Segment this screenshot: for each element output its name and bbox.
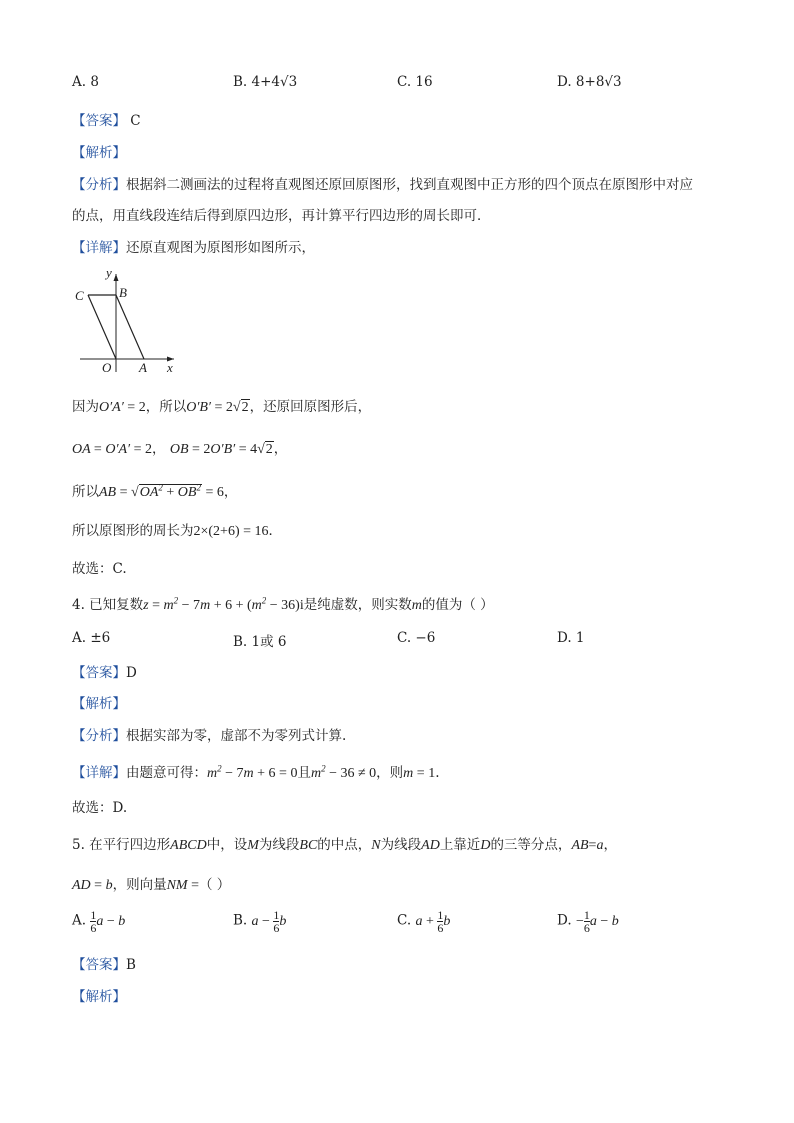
xiangjie-line [72, 236, 315, 256]
guxuan-q3: 故选：C. [72, 561, 127, 577]
formula: $m^2 - 7m + 6 = 0$ [207, 763, 298, 781]
xiangjie-text: 还原直观图为原图形如图所示， [126, 240, 315, 256]
question-4-stem [72, 593, 494, 614]
option-c: C. −6 [397, 630, 436, 646]
answer-tag: 【答案】 [72, 957, 126, 973]
formula: AD [421, 838, 440, 853]
formula: AB = $√OA^2 + OB^2 = 6$ [99, 482, 224, 500]
text: 是纯虚数，则实数 [303, 597, 412, 613]
fenxi-tag: 【分析】 [72, 177, 126, 193]
xiangjie-line: 【详解】由题意可得：$m^2 - 7m + 6 = 0$且$m^2 - 36 \ne 0$，则m = 1. [72, 763, 440, 781]
formula: $\frac{1}{6}$ a − b [90, 908, 126, 935]
formula: D [480, 838, 491, 853]
text: 中，设 [206, 837, 248, 853]
text: 所以 [72, 484, 99, 500]
solution-line-3: 所以AB = $√OA^2 + OB^2 = 6$， [72, 482, 238, 500]
option-a: A. $\frac{1}{6}$ a − b [72, 908, 126, 935]
text: 且 [297, 765, 311, 781]
formula: N [371, 838, 381, 853]
option-a: A. ±6 [72, 630, 111, 646]
text: 所以原图形的周长为 [72, 523, 194, 539]
text: 因为 [72, 399, 99, 415]
formula: NM = [166, 878, 199, 893]
answer-value: D [126, 665, 137, 681]
jiexi-heading: 【解析】 [72, 145, 126, 161]
parallelogram-figure [72, 262, 192, 377]
option-c: C. 16 [397, 74, 433, 90]
answer-line [72, 109, 141, 129]
text: （ ） [198, 877, 231, 893]
text: 为线段 [258, 837, 300, 853]
text: ，还原回原图形后， [249, 399, 372, 415]
formula: a − $\frac{1}{6}$ b [251, 908, 287, 935]
fenxi-line [72, 724, 346, 744]
text: 的三等分点， [490, 837, 572, 853]
option-b: B. 4+4√3 [233, 74, 298, 90]
formula: OB = 2O′B′ = 4√2 [169, 442, 273, 457]
answer-value: B [126, 957, 136, 973]
question-5-stem-2 [72, 873, 230, 894]
text: 5. 在平行四边形 [72, 837, 171, 853]
text: ，则 [376, 765, 404, 781]
question-5-stem-1: 5. 在平行四边形ABCD中，设M为线段BC的中点，N为线段AD上靠近D的三等分点，AB=a， [72, 837, 617, 853]
xiangjie-tag: 【详解】 [72, 765, 126, 781]
segment-ba [116, 295, 144, 359]
formula: O′A′ = 2 [99, 400, 146, 415]
segment-co [88, 295, 116, 359]
fenxi-text: 根据实部为零，虚部不为零列式计算. [126, 728, 347, 744]
answer-tag: 【答案】 [72, 665, 126, 681]
formula: AB=a [571, 838, 604, 853]
text: 为线段 [380, 837, 422, 853]
formula: ABCD [170, 838, 207, 853]
answer-line [72, 953, 136, 973]
formula: AD = b [72, 878, 113, 893]
guxuan-q4: 故选：D. [72, 800, 128, 816]
formula: m [411, 598, 422, 613]
formula: O′B′ = 2√2 [186, 400, 249, 415]
label-x: x [167, 360, 173, 375]
formula: $m^2 - 36 \ne 0$ [310, 763, 377, 781]
label-y: y [106, 265, 112, 280]
fenxi-tag: 【分析】 [72, 728, 126, 744]
solution-line-1 [72, 395, 371, 416]
option-b: B. 1或 6 [233, 634, 287, 650]
label-o: O [102, 360, 112, 375]
answer-tag: 【答案】 [72, 113, 126, 129]
formula: $z = m^2 - 7m + 6 + (m^2 - 36)i$ [143, 595, 304, 613]
fenxi-text-1: 根据斜二测画法的过程将直观图还原回原图形，找到直观图中正方形的四个顶点在原图形中对应 [126, 177, 693, 193]
formula: a + $\frac{1}{6}$ b [415, 908, 451, 935]
option-d: D. − $\frac{1}{6}$ a − b [557, 908, 619, 935]
fenxi-line-1 [72, 173, 693, 193]
label-a: A [139, 360, 147, 375]
label-b: B [119, 285, 127, 300]
answer-line [72, 661, 137, 681]
option-d: D. 1 [557, 630, 585, 646]
text: 由题意可得： [126, 765, 207, 781]
formula: M [247, 838, 259, 853]
formula: 2×(2+6) = 16 [193, 524, 269, 539]
formula: BC [299, 838, 318, 853]
formula: − $\frac{1}{6}$ a − b [575, 908, 619, 935]
option-d: D. 8+8√3 [557, 74, 622, 90]
text: ，则向量 [112, 877, 167, 893]
option-c: C. a + $\frac{1}{6}$ b [397, 908, 451, 935]
text: 上靠近 [439, 837, 481, 853]
formula: OA = O′A′ = 2 [72, 442, 153, 457]
solution-line-4: 所以原图形的周长为2×(2+6) = 16． [72, 523, 283, 539]
text: 的值为（ ） [421, 597, 494, 613]
solution-line-2: OA = O′A′ = 2， OB = 2O′B′ = 4√2， [72, 441, 288, 457]
text: 的中点， [317, 837, 372, 853]
jiexi-heading: 【解析】 [72, 989, 126, 1005]
answer-value: C [130, 113, 141, 129]
jiexi-heading: 【解析】 [72, 696, 126, 712]
text: 4. 已知复数 [72, 597, 144, 613]
fenxi-line-2: 的点，用直线段连结后得到原四边形，再计算平行四边形的周长即可． [72, 208, 491, 224]
xiangjie-tag: 【详解】 [72, 240, 126, 256]
option-a: A. 8 [72, 74, 99, 90]
label-c: C [75, 288, 84, 303]
option-b: B. a − $\frac{1}{6}$ b [233, 908, 287, 935]
formula: m = 1 [403, 766, 436, 781]
text: ，所以 [145, 399, 187, 415]
y-axis-arrow [114, 274, 119, 281]
